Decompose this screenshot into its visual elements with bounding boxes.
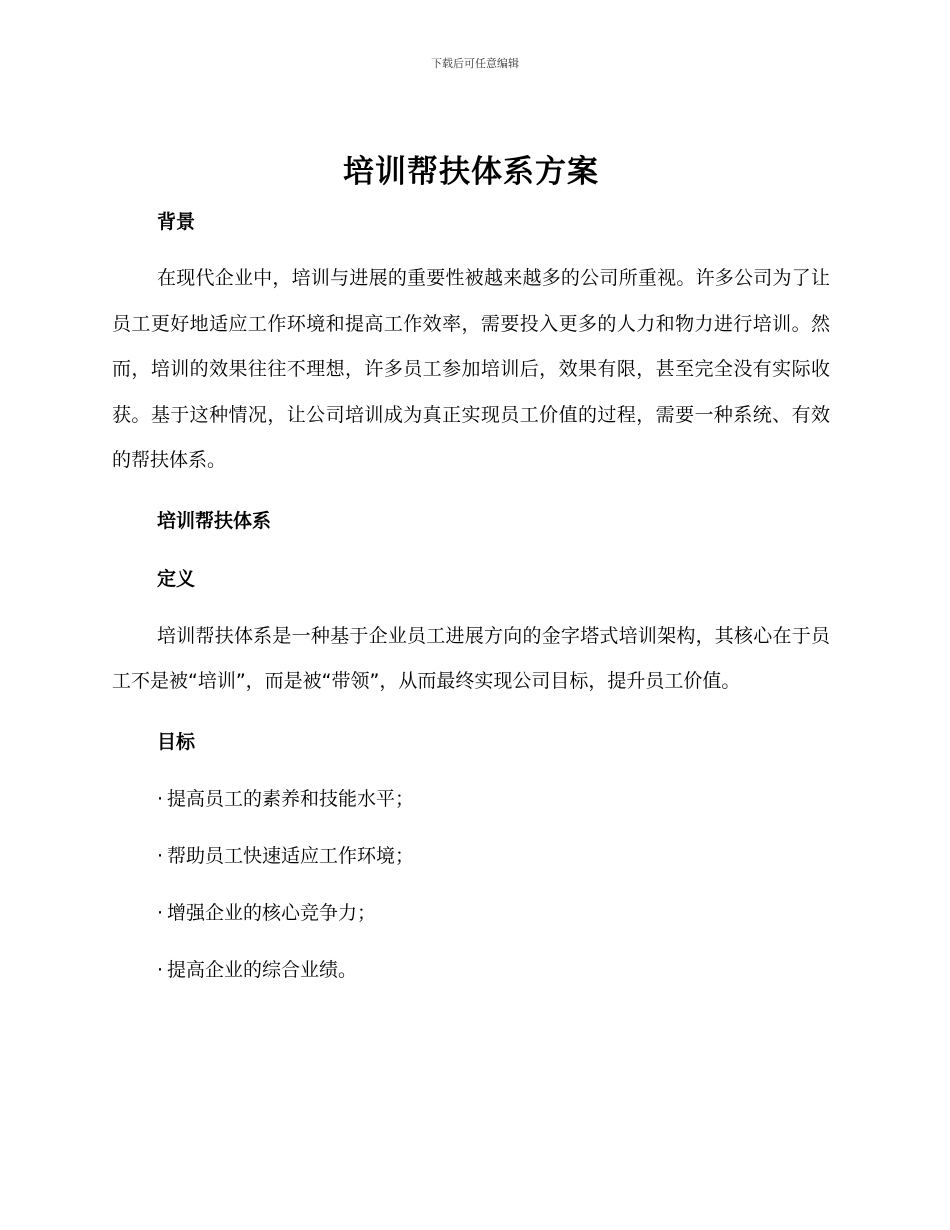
bullet-icon: · bbox=[157, 844, 164, 867]
goals-list bbox=[112, 785, 830, 984]
list-item bbox=[112, 842, 830, 870]
list-item-text: 增强企业的核心竞争力； bbox=[167, 901, 377, 924]
document-title: 培训帮扶体系方案 bbox=[343, 154, 599, 190]
bullet-icon: · bbox=[157, 958, 164, 981]
paragraph-background: 在现代企业中，培训与进展的重要性被越来越多的公司所重视。许多公司为了让员工更好地适应工作环境和提高工作效率，需要投入更多的人力和物力进行培训。然而，培训的效果往往不理想，许多员工参加培训后，效果有限，甚至完全没有实际收获。基于这种情况，让公司培训成为真正实现员工价值的过程，需要一种系统、有效的帮扶体系。 bbox=[112, 267, 830, 471]
document-body bbox=[112, 150, 830, 984]
list-item-text: 提高员工的素养和技能水平； bbox=[167, 787, 415, 810]
heading-background: 背景 bbox=[157, 211, 196, 233]
paragraph-definition: 培训帮扶体系是一种基于企业员工进展方向的金字塔式培训架构，其核心在于员工不是被“培训”，而是被“带领”，从而最终实现公司目标，提升员工价值。 bbox=[112, 624, 830, 692]
list-item bbox=[112, 785, 830, 813]
list-item-text: 提高企业的综合业绩。 bbox=[167, 958, 358, 981]
bullet-icon: · bbox=[157, 901, 164, 924]
bullet-icon: · bbox=[157, 787, 164, 810]
list-item bbox=[112, 899, 830, 927]
heading-training-system: 培训帮扶体系 bbox=[157, 509, 272, 532]
heading-definition: 定义 bbox=[157, 567, 196, 590]
heading-goals: 目标 bbox=[157, 730, 196, 753]
list-item bbox=[112, 956, 830, 984]
header-note: 下载后可任意编辑 bbox=[431, 57, 519, 70]
list-item-text: 帮助员工快速适应工作环境； bbox=[167, 844, 415, 867]
